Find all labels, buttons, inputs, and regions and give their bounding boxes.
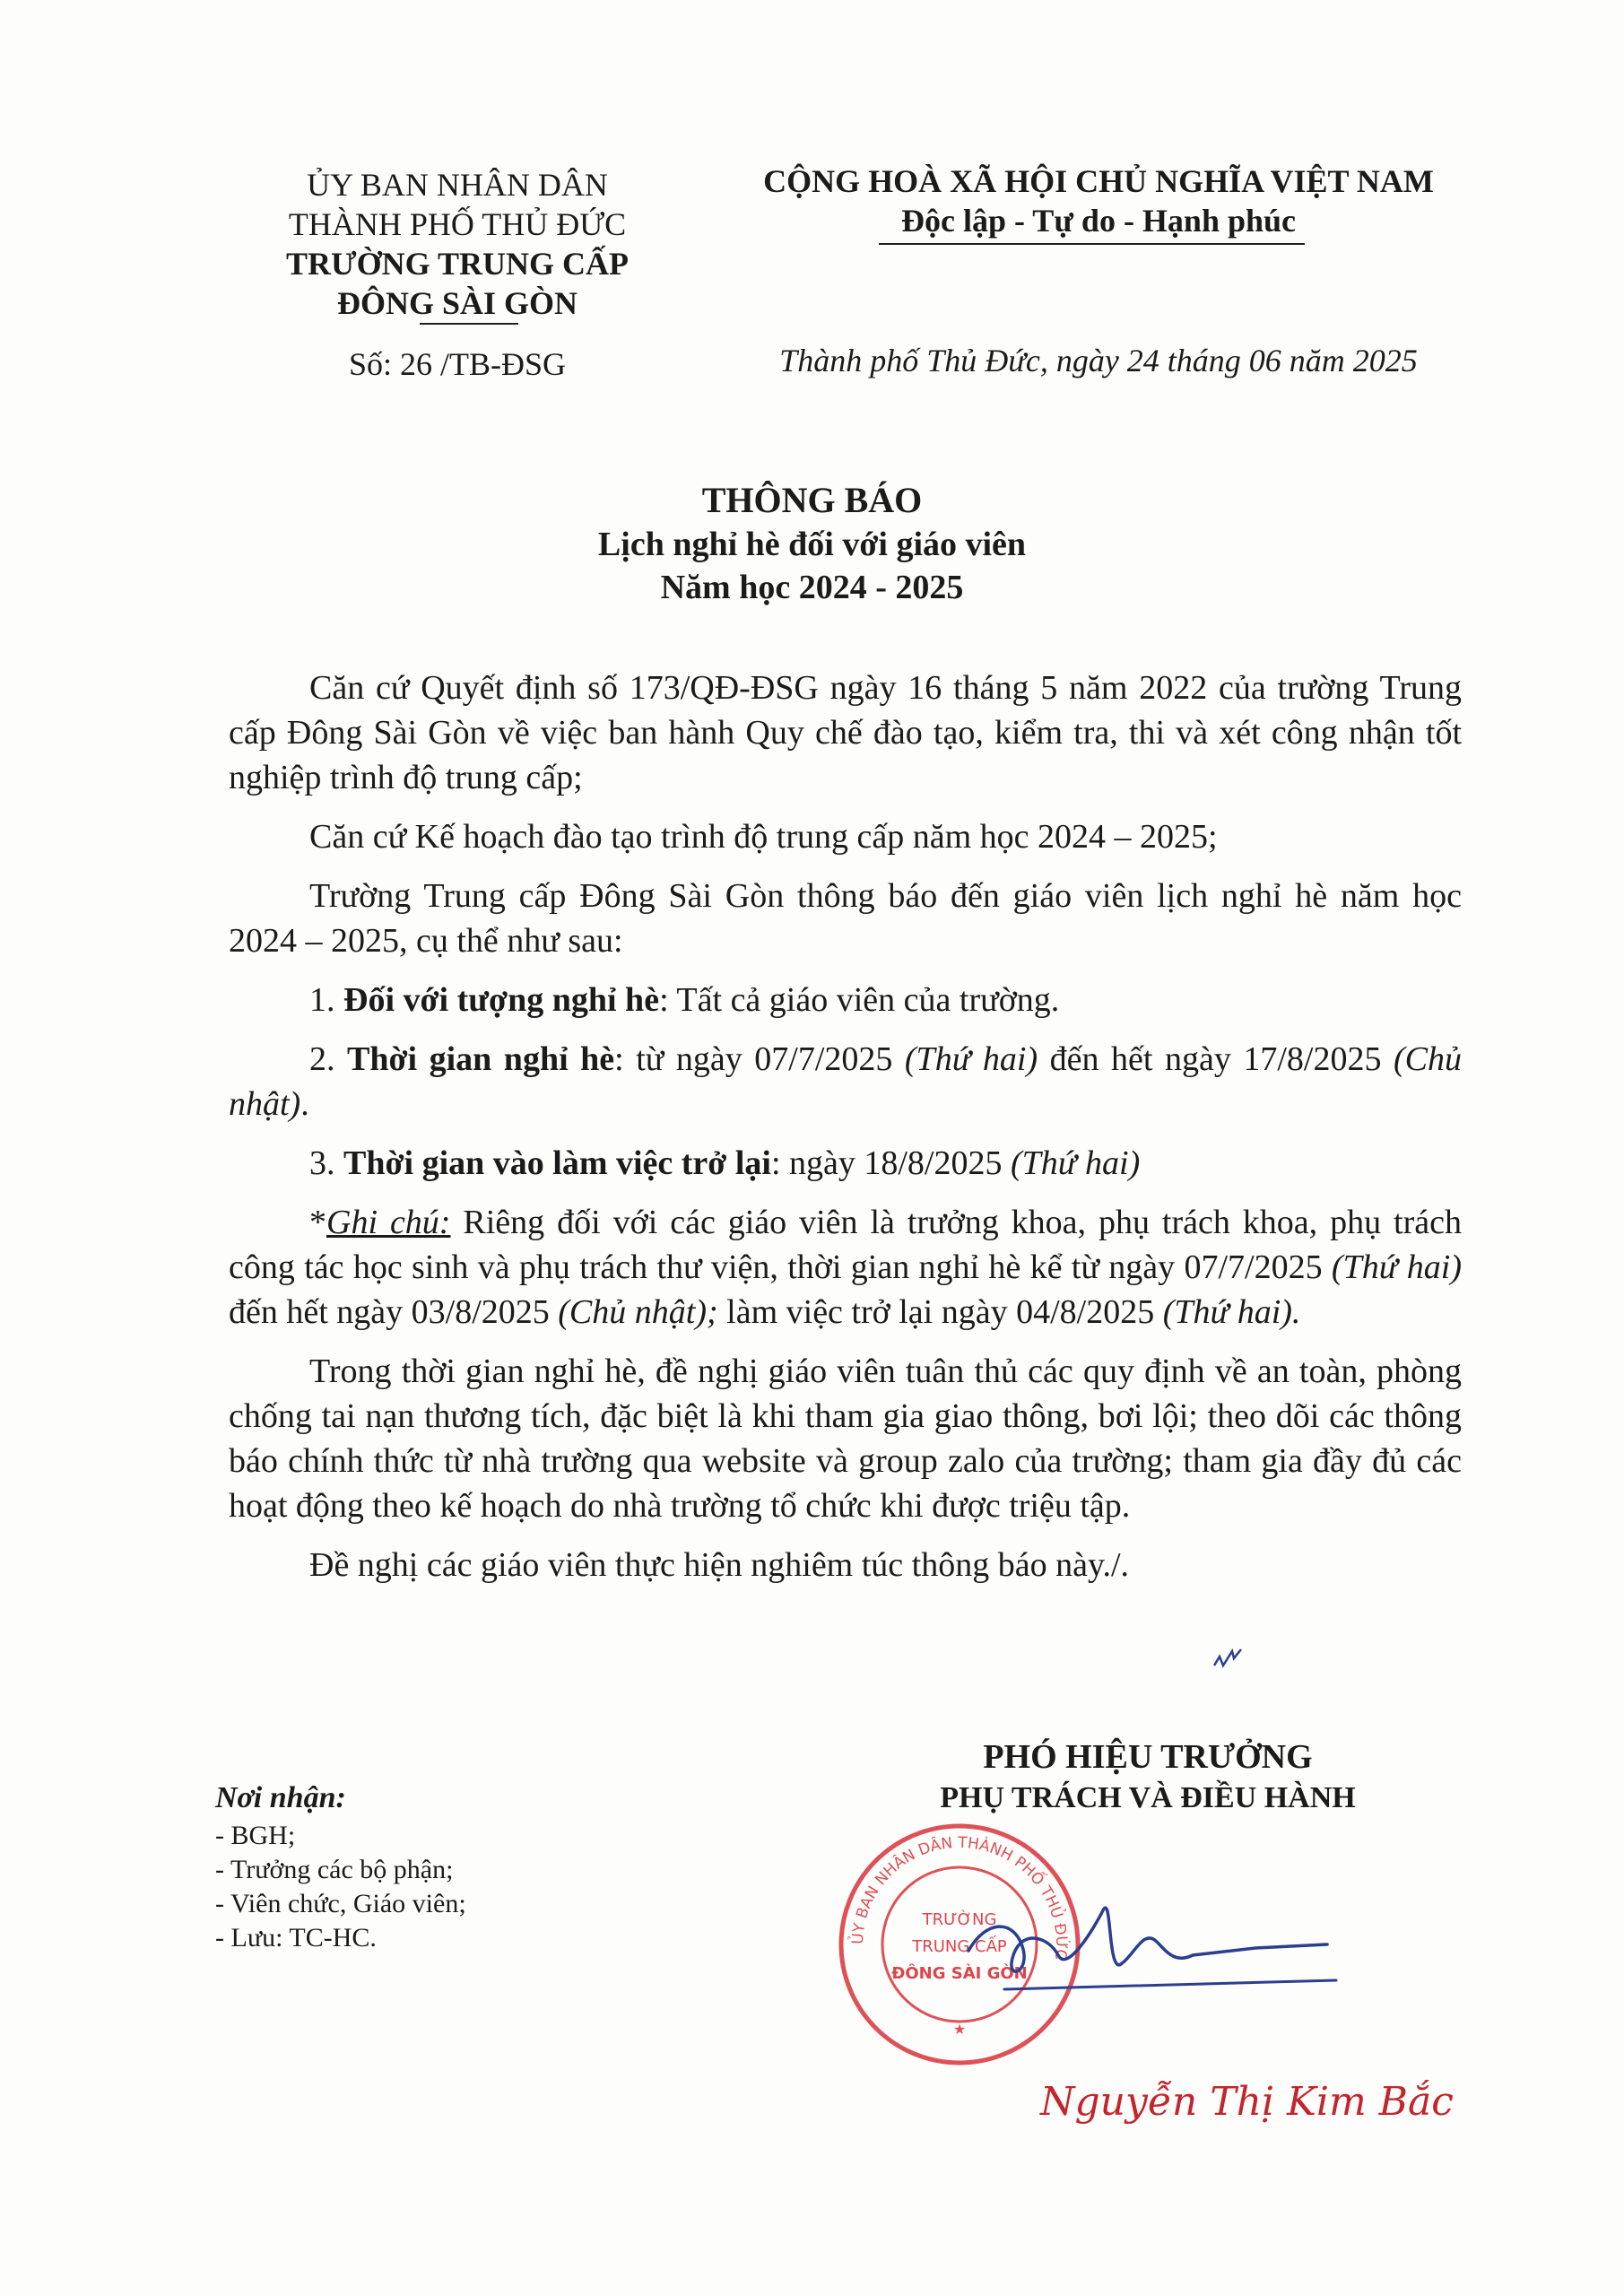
stamp-center-line-3: ĐÔNG SÀI GÒN [891,1964,1028,1983]
item-3-number: 3. [309,1144,343,1182]
notice-subject: Lịch nghỉ hè đối với giáo viên [597,526,1027,563]
item-2-text-a: : từ ngày 07/7/2025 [614,1040,905,1078]
item-2-number: 2. [309,1040,348,1078]
item-2-text-d: (Chủ nhật) [229,1040,1462,1123]
item-1-label: Đối với tượng nghỉ hè [343,981,660,1019]
note-star: * [309,1204,326,1241]
note-text-f: (Thứ hai). [1162,1293,1301,1331]
agency-line-3: TRƯỜNG TRUNG CẤP [285,246,629,282]
motto-underline [879,243,1305,245]
recipient-item: - Trưởng các bộ phận; [215,1855,454,1884]
agency-line-2: THÀNH PHỐ THỦ ĐỨC [288,206,627,242]
notice-title: THÔNG BÁO [701,480,923,520]
national-motto: Độc lập - Tự do - Hạnh phúc [900,203,1297,239]
signer-title: PHÓ HIỆU TRƯỞNG [983,1738,1313,1776]
initial-tick-mark [1212,1646,1243,1671]
notice-body [229,665,1462,1587]
paragraph-closing: Đề nghị các giáo viên thực hiện nghiêm túc thông báo này./. [309,1546,1130,1584]
signer-role: PHỤ TRÁCH VÀ ĐIỀU HÀNH [940,1781,1356,1814]
item-1-number: 1. [309,981,343,1019]
item-1 [229,978,1462,1022]
agency-line-1: ỦY BAN NHÂN DÂN [307,167,608,203]
document-number: Số: 26 /TB-ĐSG [348,346,567,382]
note-paragraph [229,1200,1462,1335]
agency-underline [420,323,518,325]
item-3 [229,1141,1462,1186]
item-3-label: Thời gian vào làm việc trở lại [343,1144,771,1182]
recipients-block [215,1781,664,1955]
stamp-ring-text: ỦY BAN NHÂN DÂN THÀNH PHỐ THỦ ĐỨC [848,1833,1071,1961]
recipients-label: Nơi nhận: [215,1781,346,1814]
stamp-center-line-1: TRƯỜNG [922,1910,997,1929]
item-2-label: Thời gian nghỉ hè [347,1040,615,1078]
note-text-b: (Thứ hai) [1331,1248,1462,1286]
note-label: Ghi chú: [326,1204,451,1241]
note-text-c: đến hết ngày 03/8/2025 [229,1293,559,1331]
paragraph-announcement: Trường Trung cấp Đông Sài Gòn thông báo đến giáo viên lịch nghỉ hè năm học 2024 – 2025, cụ thể như sau: [229,877,1462,960]
paragraph-safety-reminder: Trong thời gian nghỉ hè, đề nghị giáo viên tuân thủ các quy định về an toàn, phòng chống tai nạn thương tích, đặc biệt là khi tham gia giao thông, bơi lội; theo dõi các thông báo chính thức từ nhà trường qua website và group zalo của trường; tham gia đầy đủ các hoạt động theo kế hoạch do nhà trường tổ chức khi được triệu tập. [229,1352,1462,1525]
paragraph-legal-basis-2: Căn cứ Kế hoạch đào tạo trình độ trung cấp năm học 2024 – 2025; [309,818,1218,856]
agency-line-4: ĐÔNG SÀI GÒN [336,285,578,321]
item-2 [229,1037,1462,1126]
note-text-d: (Chủ nhật); [558,1293,718,1331]
recipient-item: - Viên chức, Giáo viên; [215,1889,466,1918]
item-2-text-b: (Thứ hai) [904,1040,1038,1078]
handwritten-signature [951,1866,1345,2018]
place-and-date: Thành phố Thủ Đức, ngày 24 tháng 06 năm 2025 [779,343,1418,378]
issuing-agency-header [260,165,655,323]
note-text-e: làm việc trở lại ngày 04/8/2025 [717,1293,1163,1331]
item-3-text-b: (Thứ hai) [1011,1144,1141,1182]
item-2-text-e: . [300,1085,309,1123]
signer-name: Nguyễn Thị Kim Bắc [1040,2079,1454,2125]
item-2-text-c: đến hết ngày 17/8/2025 [1038,1040,1394,1078]
note-text-a: Riêng đối với các giáo viên là trưởng khoa, phụ trách khoa, phụ trách công tác học sinh và phụ trách thư viện, thời gian nghỉ hè kể từ ngày 07/7/2025 [229,1204,1462,1286]
item-1-text: : Tất cả giáo viên của trường. [659,981,1060,1019]
stamp-center-line-2: TRUNG CẤP [912,1937,1007,1956]
recipient-item: - BGH; [215,1821,296,1850]
national-name: CỘNG HOÀ XÃ HỘI CHỦ NGHĨA VIỆT NAM [763,163,1434,199]
item-3-text-a: : ngày 18/8/2025 [770,1144,1011,1182]
recipient-item: - Lưu: TC-HC. [215,1923,377,1952]
paragraph-legal-basis-1: Căn cứ Quyết định số 173/QĐ-ĐSG ngày 16 tháng 5 năm 2022 của trường Trung cấp Đông Sài Gòn về việc ban hành Quy chế đào tạo, kiểm tra, thi và xét công nhận tốt nghiệp trình độ trung cấp; [229,669,1462,796]
national-motto-header [717,161,1480,240]
stamp-star-icon: ★ [952,2021,967,2038]
notice-school-year: Năm học 2024 - 2025 [660,569,964,606]
